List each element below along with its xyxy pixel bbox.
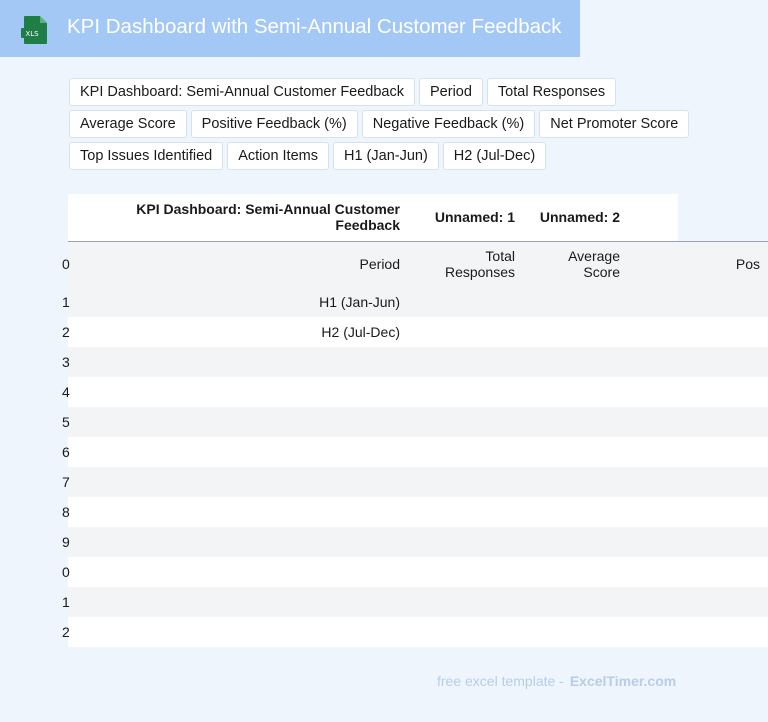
table-cell[interactable] [523,287,628,317]
row-index[interactable] [62,527,78,557]
table-row [68,527,768,557]
row-index-label: 6 [62,444,70,460]
footer-text: free excel template - [437,673,564,689]
table-cell[interactable] [523,347,628,377]
table-cell[interactable] [523,317,628,347]
table-cell[interactable] [408,497,523,527]
row-index[interactable] [62,437,78,467]
table-cell[interactable] [628,587,768,617]
row-index-label: 4 [62,384,70,400]
table-row [68,241,768,287]
row-index[interactable] [62,407,78,437]
table-cell[interactable]: H2 (Jul-Dec) [321,324,400,340]
column-tag[interactable]: Period [419,78,483,106]
table-cell[interactable] [408,557,523,587]
row-index[interactable] [62,617,78,647]
table-cell[interactable] [78,377,408,407]
footer-brand-link[interactable]: ExcelTimer.com [569,673,677,689]
column-header[interactable] [628,194,768,241]
table-row [68,287,768,317]
table-row [68,587,768,617]
row-index-label: 7 [62,474,70,490]
table-cell[interactable] [408,317,523,347]
table-row [68,377,768,407]
row-index-label: 0 [62,256,70,273]
table-cell[interactable]: Total Responses [444,248,515,281]
row-index[interactable] [62,467,78,497]
table-cell[interactable] [78,557,408,587]
table-cell[interactable] [628,467,768,497]
table-cell[interactable] [78,407,408,437]
footer-credit [437,673,676,689]
row-index-label: 9 [62,534,70,550]
row-index[interactable] [62,287,78,317]
column-tag[interactable]: H1 (Jan-Jun) [333,142,439,170]
table-cell[interactable] [523,497,628,527]
table-cell[interactable] [523,527,628,557]
app-header [0,0,580,57]
table-cell[interactable]: Pos [735,256,760,273]
excel-icon-label: XLS [25,30,39,38]
column-header[interactable]: Unnamed: 1 [408,194,523,241]
table-cell[interactable] [78,527,408,557]
column-tag[interactable]: Positive Feedback (%) [191,110,358,138]
table-cell[interactable] [628,617,768,647]
excel-file-icon [21,15,49,45]
table-cell[interactable] [78,467,408,497]
table-cell[interactable] [628,557,768,587]
row-index[interactable] [62,497,78,527]
table-cell[interactable]: Average Score [568,248,620,281]
table-row [68,557,768,587]
data-table-container[interactable] [62,194,760,647]
table-cell[interactable] [408,377,523,407]
row-index-label: 2 [62,624,70,640]
row-index-label: 1 [62,294,70,310]
table-cell[interactable] [628,377,768,407]
row-index-label: 0 [62,564,70,580]
row-index-label: 3 [62,354,70,370]
table-cell[interactable] [523,587,628,617]
column-header[interactable] [68,194,78,241]
table-cell[interactable] [408,527,523,557]
row-index[interactable] [62,377,78,407]
table-cell[interactable] [408,287,523,317]
sheet-tags [69,78,694,174]
row-index-label: 1 [62,594,70,610]
table-cell[interactable] [628,407,768,437]
table-cell[interactable] [523,407,628,437]
column-tag[interactable]: Total Responses [487,78,616,106]
table-cell[interactable] [628,527,768,557]
table-cell[interactable] [408,467,523,497]
table-cell[interactable] [78,617,408,647]
table-row [68,497,768,527]
column-tag[interactable]: KPI Dashboard: Semi-Annual Customer Feedback [69,78,415,106]
row-index[interactable] [62,587,78,617]
table-cell[interactable] [523,437,628,467]
table-header-row [68,194,768,241]
row-index[interactable] [62,317,78,347]
data-table [62,194,768,647]
table-cell[interactable] [523,557,628,587]
table-cell[interactable] [628,437,768,467]
page-title: KPI Dashboard with Semi-Annual Customer Feedback [67,15,562,38]
tag-row [69,142,694,170]
table-cell[interactable] [628,287,768,317]
table-cell[interactable] [523,377,628,407]
table-cell[interactable] [628,347,768,377]
column-tag[interactable]: Action Items [227,142,329,170]
table-row [68,317,768,347]
table-cell[interactable] [78,347,408,377]
table-cell[interactable] [408,437,523,467]
table-cell[interactable] [523,467,628,497]
table-cell[interactable] [628,317,768,347]
table-cell[interactable] [78,587,408,617]
tag-row [69,110,694,138]
row-index-label: 2 [62,324,70,340]
table-cell[interactable] [408,617,523,647]
table-cell[interactable] [78,437,408,467]
table-cell[interactable] [408,347,523,377]
row-index-label: 5 [62,414,70,430]
tag-row [69,78,694,106]
column-tag[interactable]: Top Issues Identified [69,142,223,170]
table-row [68,437,768,467]
row-index[interactable] [62,347,78,377]
column-tag[interactable]: Negative Feedback (%) [362,110,536,138]
table-cell[interactable] [523,617,628,647]
row-index[interactable] [62,557,78,587]
table-cell[interactable]: Period [359,256,400,273]
table-row [68,467,768,497]
row-index-label: 8 [62,504,70,520]
table-cell[interactable] [408,407,523,437]
table-cell[interactable]: H1 (Jan-Jun) [319,294,400,310]
column-header[interactable]: KPI Dashboard: Semi-Annual Customer Feedback [78,194,408,241]
table-cell[interactable] [78,497,408,527]
column-tag[interactable]: Net Promoter Score [539,110,689,138]
table-cell[interactable] [628,497,768,527]
column-header[interactable]: Unnamed: 2 [523,194,628,241]
table-row [68,407,768,437]
column-tag[interactable]: Average Score [69,110,187,138]
row-index[interactable] [62,241,78,287]
table-row [68,347,768,377]
column-tag[interactable]: H2 (Jul-Dec) [443,142,546,170]
table-row [68,617,768,647]
table-cell[interactable] [408,587,523,617]
